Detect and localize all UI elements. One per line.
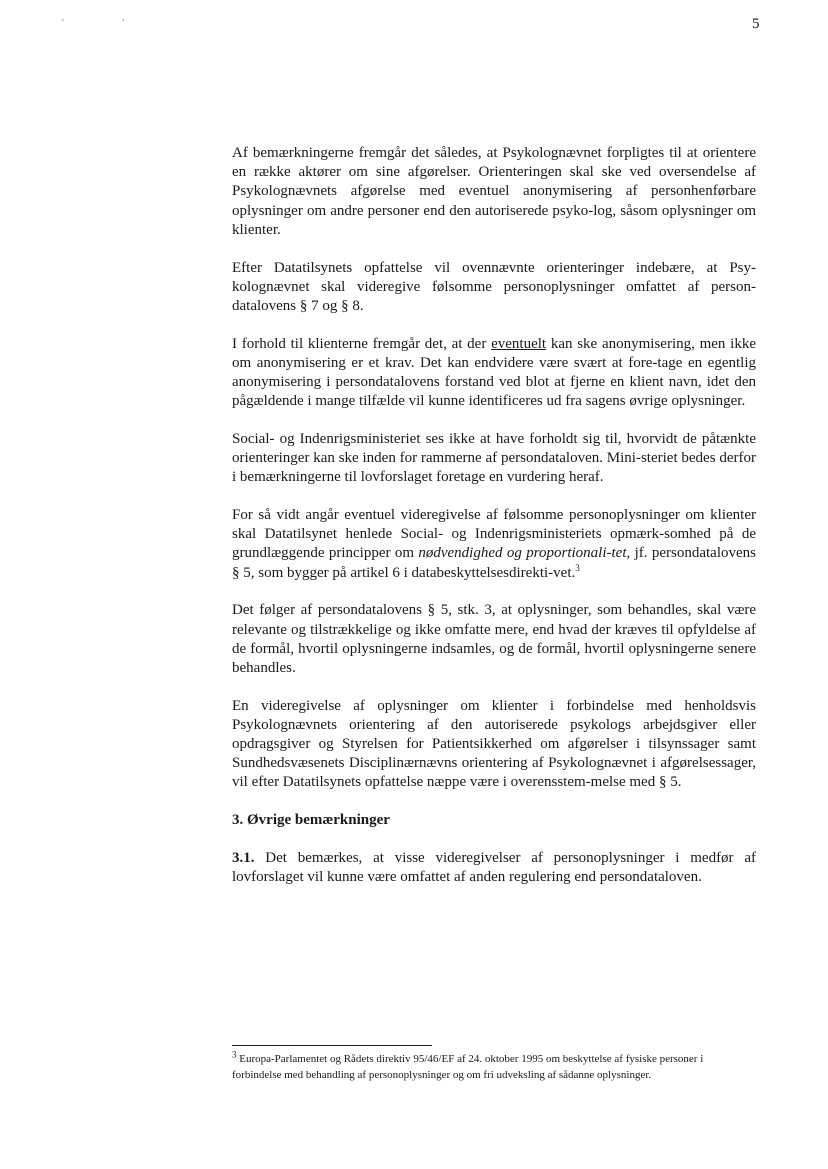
paragraph-4: Social- og Indenrigsministeriet ses ikke at have forholdt sig til, hvorvidt de påtænkte orienteringer kan ske inden for rammerne af persondataloven. Mini-steriet bedes derfor i bemærkningerne til lovforslaget foretage en vurdering heraf. xyxy=(232,430,756,486)
document-body xyxy=(232,144,756,887)
footnote xyxy=(232,1049,752,1083)
paragraph-5 xyxy=(232,506,756,583)
underlined-word-eventuelt: eventuelt xyxy=(491,335,547,352)
section-heading: 3. Øvrige bemærkninger xyxy=(232,812,390,829)
subsection-3-1 xyxy=(232,849,756,887)
paragraph-2: Efter Datatilsynets opfattelse vil ovennævnte orienteringer indebære, at Psy-kolognævnet skal videregive følsomme personoplysninger omfattet af person-datalovens § 7 og § 8. xyxy=(232,259,756,314)
italic-principles: nødvendighed og proportionali-tet xyxy=(418,545,627,562)
footnote-reference[interactable]: 3 xyxy=(575,562,580,573)
subsection-number: 3.1. xyxy=(232,849,255,866)
paragraph-3-part-2: kan ske anonymisering, men ikke om anonymisering er et krav. Det kan endvidere være svært at fore-tage en egentlig anonymisering i persondatalovens forstand ved blot at fjerne en klient navn, idet den pågældende i mange tilfælde vil kunne identificeres ud fra sagens øvrige oplysninger. xyxy=(232,335,756,410)
subsection-text: Det bemærkes, at visse videregivelser af personoplysninger i medfør af lovforslaget vil kunne være omfattet af anden regulering end persondataloven. xyxy=(232,849,756,886)
footnote-text: Europa-Parlamentet og Rådets direktiv 95/46/EF af 24. oktober 1995 om beskyttelse af fysiske personer i forbindelse med behandling af personoplysninger og om fri udveksling af sådanne oplysninger. xyxy=(232,1053,704,1081)
paragraph-3-part-1: I forhold til klienterne fremgår det, at der xyxy=(232,335,492,352)
paragraph-3 xyxy=(232,335,756,412)
footnote-marker: 3 xyxy=(232,1049,237,1060)
paragraph-6: Det følger af persondatalovens § 5, stk. 3, at oplysninger, som behandles, skal være relevante og tilstrækkelige og ikke omfatte mere, end hvad der kræves til opfyldelse af de formål, hvortil oplysningerne indsamles, og de formål, hvortil oplysningerne senere behandles. xyxy=(232,602,756,676)
paragraph-1: Af bemærkningerne fremgår det således, at Psykolognævnet forpligtes til at orientere en række aktører om sine afgørelser. Orienteringen skal ske ved oversendelse af Psykolognævnets afgørelse med eventuel anonymisering af personhenførbare oplysninger om andre personer end den autoriserede psyko-log, såsom oplysninger om klienter. xyxy=(232,145,756,238)
paragraph-5-part-2: , jf. persondatalovens § 5, som bygger på artikel 6 i databeskyttelsesdirekti-vet. xyxy=(232,545,756,581)
footnote-divider xyxy=(232,1045,432,1046)
page-number: 5 xyxy=(752,16,760,32)
paragraph-5-part-1: For så vidt angår eventuel videregivelse af følsomme personoplysninger om klienter skal Datatilsynet henlede Social- og Indenrigsministeriets opmærk-somhed på de grundlæggende principper om xyxy=(232,507,756,562)
paragraph-7: En videregivelse af oplysninger om klienter i forbindelse med henholdsvis Psykolognævnets orientering af den autoriserede psykologs arbejdsgiver eller opdragsgiver og Styrelsen for Patientsikkerhed om afgørelser i tilsynssager samt Sundhedsvæsenets Disciplinærnævns orientering af Psykolognævnet i afgørelsessager, vil efter Datatilsynets opfattelse næppe være i overensstem-melse med § 5. xyxy=(232,697,756,791)
scan-marks: ' ' xyxy=(62,18,153,29)
